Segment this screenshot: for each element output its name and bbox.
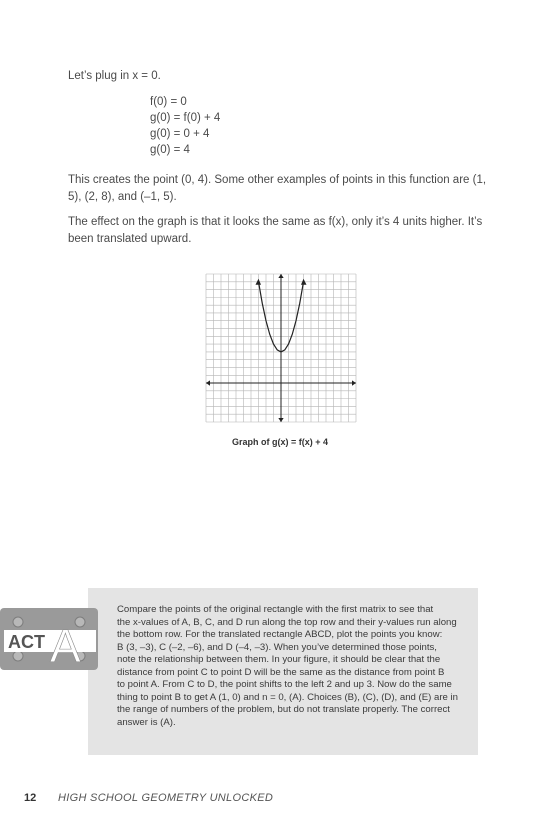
- act-line: thing to point B to get A (1, 0) and n = 0, (A). Choices (B), (C), (D), and (E) are in: [117, 691, 458, 703]
- act-line: the x-values of A, B, C, and D run along the top row and their y-values run along: [117, 616, 457, 628]
- act-line: B (3, –3), C (–2, –6), and D (–4, –3). When you’ve determined those points,: [117, 641, 437, 653]
- act-line: the range of numbers of the problem, but do not translate properly. The correct: [117, 704, 450, 715]
- x-axis-arrow-left: [206, 380, 210, 385]
- function-graph: [204, 272, 358, 424]
- figure-caption: Graph of g(x) = f(x) + 4: [231, 437, 328, 447]
- page-number: 12: [24, 792, 37, 804]
- intro-text: Let’s plug in x = 0.: [68, 70, 161, 82]
- act-badge-label: ACT: [8, 632, 45, 652]
- equation-line: g(0) = 4: [150, 144, 190, 156]
- y-axis-arrow-up: [278, 274, 283, 278]
- paragraph-effect: The effect on the graph is that it looks the same as f(x), only it’s 4 units higher. It’s been translated upward.: [68, 216, 483, 245]
- act-badge-icon: [0, 600, 110, 680]
- book-title: HIGH SCHOOL GEOMETRY UNLOCKED: [58, 792, 274, 804]
- equation-block: [150, 94, 220, 158]
- act-line: to point A. From C to D, the point shifts to the left 2 and up 3. Now do the same: [117, 679, 452, 690]
- act-line: note the relationship between them. In your figure, it should be clear that the: [117, 654, 441, 665]
- act-line: distance from point C to point D will be the same as the distance from point B: [117, 666, 445, 678]
- act-line: Compare the points of the original rectangle with the first matrix to see that: [117, 604, 434, 615]
- act-badge-letter: A: [50, 620, 81, 672]
- x-axis-arrow-right: [352, 380, 356, 385]
- equation-line: f(0) = 0: [150, 96, 187, 108]
- paragraph-points: This creates the point (0, 4). Some other examples of points in this function are (1, 5), (2, 8), and (–1, 5).: [68, 174, 487, 203]
- act-explanation: [117, 604, 467, 729]
- act-line: the bottom row. For the translated rectangle ABCD, plot the points you know:: [117, 629, 443, 640]
- equation-line: g(0) = f(0) + 4: [150, 112, 221, 124]
- y-axis-arrow-down: [278, 418, 283, 422]
- act-line: answer is (A).: [117, 716, 176, 728]
- equation-line: g(0) = 0 + 4: [150, 128, 210, 140]
